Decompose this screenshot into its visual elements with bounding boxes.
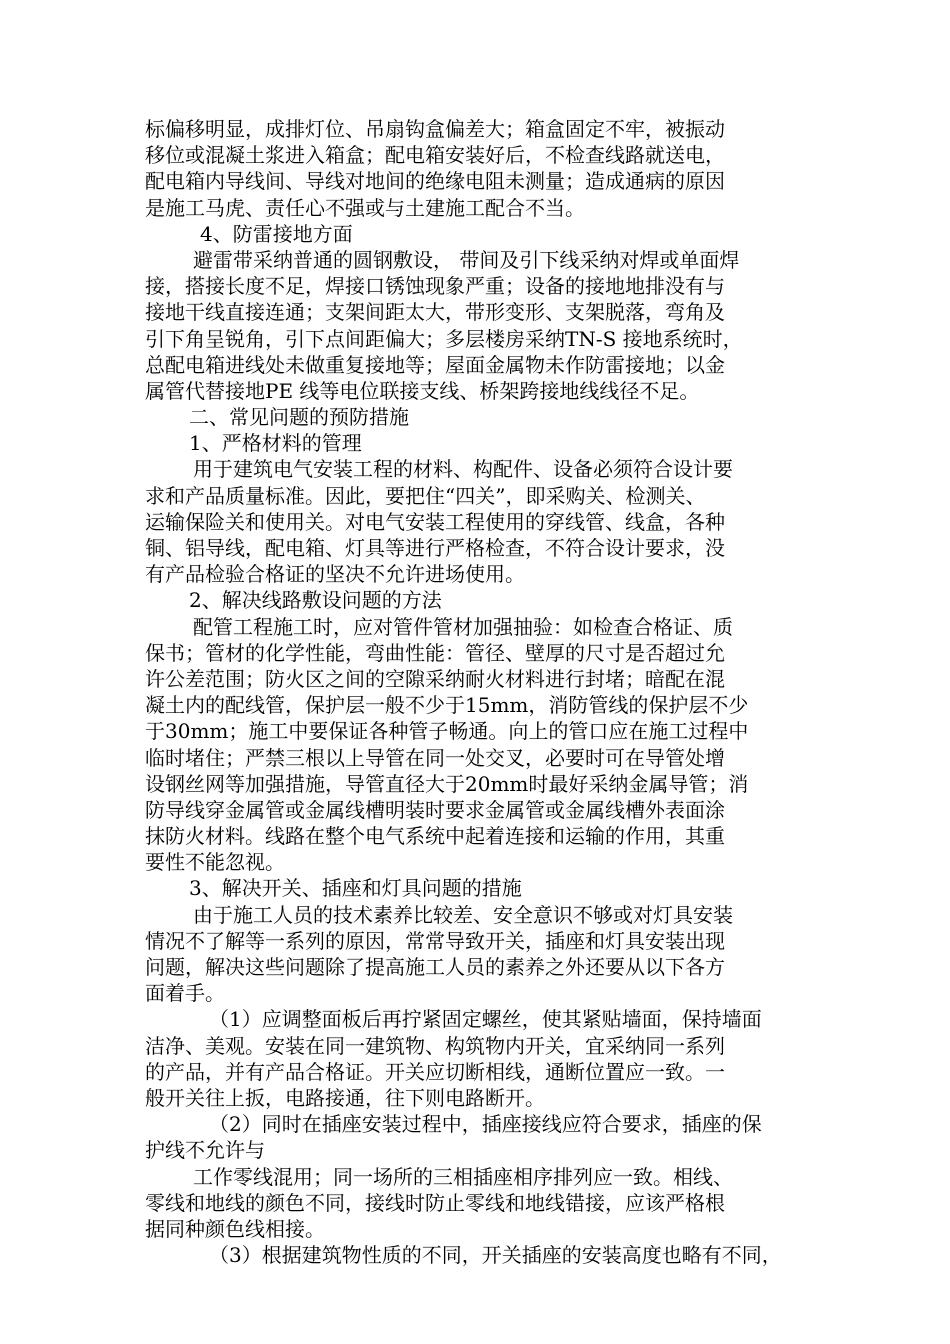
text-line: 有产品检验合格证的坚决不允许进场使用。 (145, 562, 525, 587)
text-line: 防导线穿金属管或金属线槽明装时要求金属管或金属线槽外表面涂 (145, 797, 725, 822)
text-line: 求和产品质量标准。因此，要把住“四关”，即采购关、检测关、 (145, 483, 706, 508)
text-line: 保书；管材的化学性能，弯曲性能：管径、壁厚的尺寸是否超过允 (145, 640, 725, 665)
text-line: 临时堵住；严禁三根以上导管在同一处交叉，必要时可在导管处增 (145, 745, 725, 770)
text-line: 抹防火材料。线路在整个电气系统中起着连接和运输的作用，其重 (145, 824, 725, 849)
text-line: 二、常见问题的预防措施 (189, 405, 409, 430)
text-line: （2）同时在插座安装过程中，插座接线应符合要求，插座的保 (209, 1112, 762, 1137)
text-line: 面着手。 (145, 981, 225, 1006)
text-line: 问题，解决这些问题除了提高施工人员的素养之外还要从以下各方 (145, 955, 725, 979)
text-line: 4、防雷接地方面 (200, 221, 353, 246)
text-line: （3）根据建筑物性质的不同，开关插座的安装高度也略有不同， (209, 1243, 782, 1268)
text-line: （1）应调整面板后再拧紧固定螺丝，使其紧贴墙面，保持墙面 (209, 1007, 762, 1032)
text-line: 接，搭接长度不足，焊接口锈蚀现象严重；设备的接地地排没有与 (145, 274, 725, 299)
text-line: 接地干线直接连通；支架间距太大，带形变形、支架脱落，弯角及 (145, 300, 725, 325)
text-line: 据同种颜色线相接。 (145, 1216, 325, 1241)
text-line: 铜、铝导线，配电箱、灯具等进行严格检查，不符合设计要求，没 (145, 536, 725, 560)
text-line: 设钢丝网等加强措施，导管直径大于20mm时最好采纳金属导管；消 (145, 771, 749, 796)
text-line: 属管代替接地PE 线等电位联接支线、桥架跨接地线线径不足。 (145, 378, 700, 403)
text-line: 护线不允许与 (145, 1138, 265, 1163)
text-line: 用于建筑电气安装工程的材料、构配件、设备必须符合设计要 (193, 457, 733, 482)
text-line: 情况不了解等一系列的原因，常常导致开关，插座和灯具安装出现 (145, 928, 725, 953)
text-line: 配电箱内导线间、导线对地间的绝缘电阻未测量；造成通病的原因 (145, 169, 725, 194)
text-line: 1、严格材料的管理 (189, 431, 362, 456)
text-line: 标偏移明显，成排灯位、吊扇钩盒偏差大；箱盒固定不牢，被振动 (145, 117, 725, 141)
text-line: 是施工马虎、责任心不强或与土建施工配合不当。 (145, 195, 585, 220)
text-line: 的产品，并有产品合格证。开关应切断相线，通断位置应一致。一 (145, 1059, 725, 1084)
document-body (145, 116, 815, 1268)
text-line: 零线和地线的颜色不同，接线时防止零线和地线错接，应该严格根 (145, 1190, 725, 1215)
text-line: 工作零线混用；同一场所的三相插座相序排列应一致。相线、 (193, 1164, 733, 1189)
text-line: 凝土内的配线管，保护层一般不少于15mm，消防管线的保护层不少 (145, 693, 749, 718)
text-line: 于30mm；施工中要保证各种管子畅通。向上的管口应在施工过程中 (145, 719, 749, 744)
text-line: 洁净、美观。安装在同一建筑物、构筑物内开关，宜采纳同一系列 (145, 1033, 725, 1058)
text-line: 运输保险关和使用关。对电气安装工程使用的穿线管、线盒，各种 (145, 509, 725, 534)
text-line: 由于施工人员的技术素养比较差、安全意识不够或对灯具安装 (193, 902, 733, 927)
text-line: 总配电箱进线处未做重复接地等；屋面金属物未作防雷接地；以金 (145, 352, 725, 377)
text-line: 般开关往上扳，电路接通，往下则电路断开。 (145, 1085, 545, 1110)
text-line: 引下角呈锐角，引下点间距偏大；多层楼房采纳TN-S 接地系统时， (145, 326, 743, 351)
text-line: 2、解决线路敷设问题的方法 (189, 588, 442, 613)
text-line: 移位或混凝土浆进入箱盒；配电箱安装好后，不检查线路就送电， (145, 143, 725, 168)
text-line: 许公差范围；防火区之间的空隙采纳耐火材料进行封堵；暗配在混 (145, 666, 725, 691)
text-line: 避雷带采纳普通的圆钢敷设， 带间及引下线采纳对焊或单面焊 (193, 247, 740, 272)
text-line: 要性不能忽视。 (145, 850, 285, 875)
text-line: 3、解决开关、插座和灯具问题的措施 (189, 876, 522, 901)
text-line: 配管工程施工时，应对管件管材加强抽验：如检查合格证、质 (193, 614, 733, 639)
